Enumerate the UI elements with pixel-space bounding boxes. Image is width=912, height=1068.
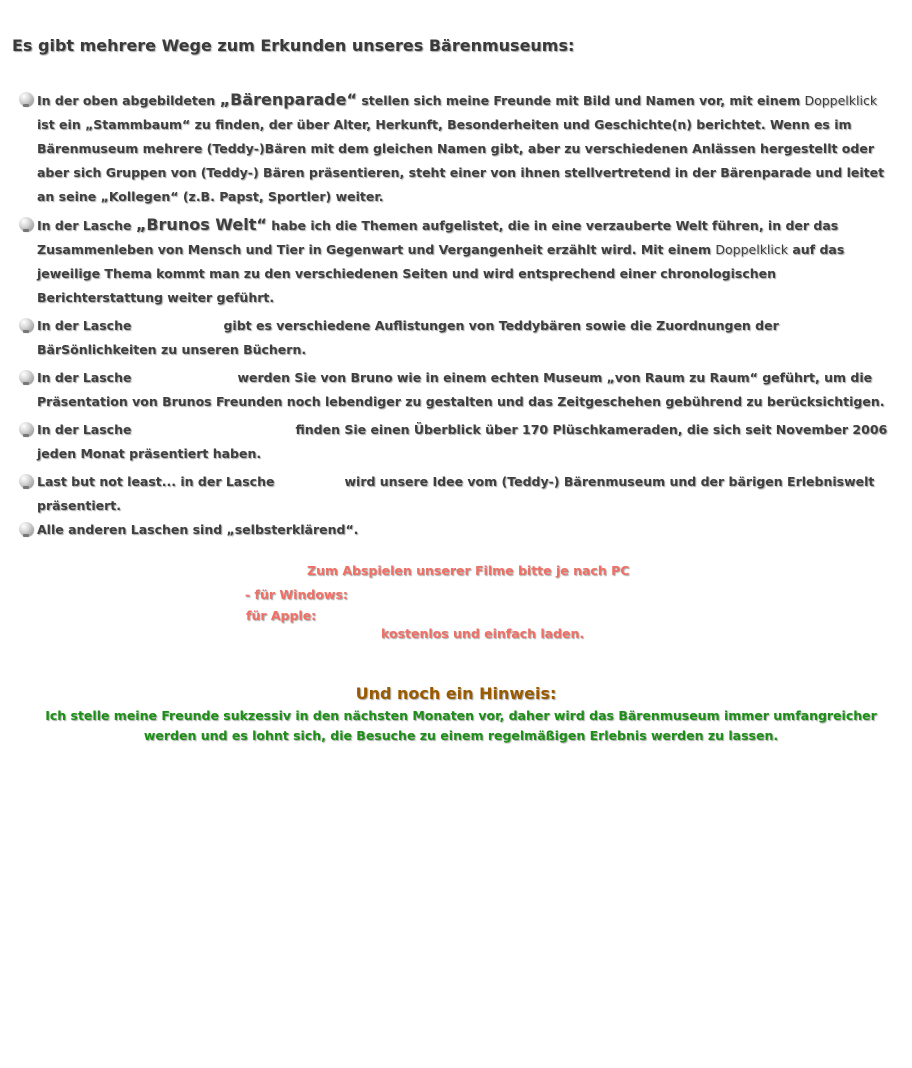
lightbulb-icon [19,474,33,488]
list-item [18,213,896,310]
bullet-text: In der Lasche [37,218,136,233]
lightbulb-icon [19,522,33,536]
bullet-text: In der Lasche [37,422,132,437]
page-title: Es gibt mehrere Wege zum Erkunden unseres Bärenmuseums: [12,36,575,55]
baerenparade-label: „Bärenparade“ [219,90,357,109]
bullet-text: ist ein „Stammbaum“ zu finden, der über Alter, Herkunft, Besonderheiten und Geschichte(n) berichtet. Wenn es im Bärenmuseum mehrere (Teddy-)Bären mit dem gleichen Namen gibt, aber zu verschiedenen Anlässen hergestellt oder aber sich Gruppen von (Teddy-) Bären präsentieren, steht einer von ihnen stellvertretend in der Bärenparade und leitet an seine „Kollegen“ (z.B. Papst, Sportler) weiter. [37,117,885,204]
hint-title: Und noch ein Hinweis: [355,684,557,703]
film-apple-label: für Apple: [246,608,317,623]
bullet-text: Last but not least... in der Lasche [37,474,275,489]
lightbulb-icon [19,92,33,106]
lightbulb-icon [19,422,33,436]
bullet-text: Alle anderen Laschen sind „selbsterklärend“. [37,522,359,537]
film-intro: Zum Abspielen unserer Filme bitte je nach PC [307,563,630,578]
doppelklick-text: Doppelklick [715,242,788,257]
list-item [18,418,896,466]
hint-text: Ich stelle meine Freunde sukzessiv in den nächsten Monaten vor, daher wird das Bärenmuseum immer umfangreicher werden und es lohnt sich, die Besuche zu einem regelmäßigen Erlebnis werden zu lassen. [45,708,877,743]
brunos-welt-label: „Brunos Welt“ [135,215,267,234]
film-windows-label: - für Windows: [245,587,348,602]
bullet-text: stellen sich meine Freunde mit Bild und Namen vor, mit einem [356,93,805,108]
list-item [18,366,896,414]
bullet-text: gibt es verschiedene Auflistungen von Teddybären sowie die Zuordnungen der BärSönlichkeiten zu unseren Büchern. [37,318,779,357]
lightbulb-icon [19,318,33,332]
lightbulb-icon [19,217,33,231]
bullet-text: wird unsere Idee vom (Teddy-) Bärenmuseum und der bärigen Erlebniswelt präsentiert. [37,474,875,513]
bullet-text: In der Lasche [37,318,132,333]
list-item [18,470,896,518]
lightbulb-icon [19,370,33,384]
list-item [18,88,896,209]
list-item [18,518,896,542]
bullet-list [18,88,896,542]
film-outro: kostenlos und einfach laden. [381,626,585,641]
bullet-text: werden Sie von Bruno wie in einem echten Museum „von Raum zu Raum“ geführt, um die Präsentation von Brunos Freunden noch lebendiger zu gestalten und das Zeitgeschehen gebührend zu berücksichtigen. [37,370,885,409]
bullet-text: In der oben abgebildeten [37,93,220,108]
bullet-text: habe ich die Themen aufgelistet, die in eine verzauberte Welt führen, in der das Zusammenleben von Mensch und Tier in Gegenwart und Vergangenheit erzählt wird. Mit einem [37,218,839,257]
bullet-text: finden Sie einen Überblick über 170 Plüschkameraden, die sich seit November 2006 jeden Monat präsentiert haben. [37,422,888,461]
doppelklick-text: Doppelklick [804,93,878,108]
list-item [18,314,896,362]
bullet-text: In der Lasche [37,370,132,385]
bullet-text: auf das jeweilige Thema kommt man zu den verschiedenen Seiten und wird entsprechend einer chronologischen Berichterstattung weiter geführt. [37,242,845,305]
